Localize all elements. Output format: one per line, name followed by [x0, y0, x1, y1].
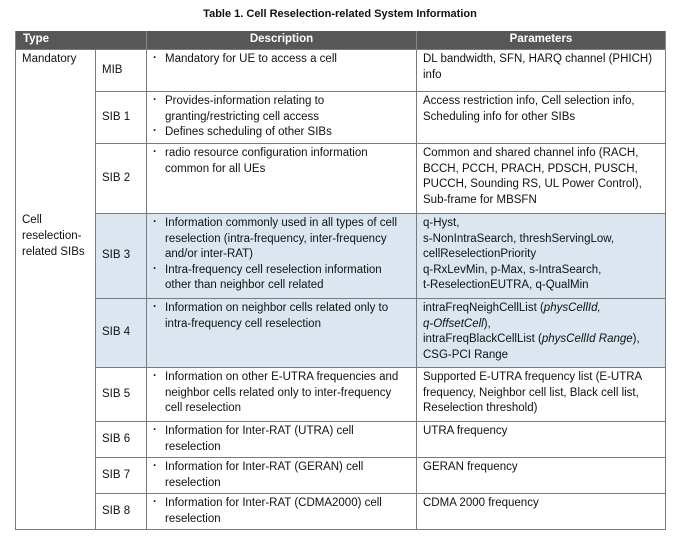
param-text: ),: [632, 333, 640, 345]
table-row: [16, 214, 666, 299]
description-cell: [147, 368, 417, 422]
param-line: q-Hyst,: [423, 217, 460, 229]
sib-name: SIB 2: [96, 144, 147, 214]
sib-table: [15, 31, 666, 530]
sib-name: SIB 1: [96, 92, 147, 144]
header-type: Type: [16, 31, 147, 50]
parameters-cell: CDMA 2000 frequency: [417, 494, 666, 530]
table-row: [16, 299, 666, 368]
sib-name: SIB 4: [96, 299, 147, 368]
list-item: · Provides-information relating to granting/restricting cell access: [153, 94, 411, 125]
description-cell: [147, 422, 417, 458]
param-line: CSG-PCI Range: [423, 348, 509, 361]
param-line: [423, 332, 660, 348]
table-row: [16, 92, 666, 144]
parameters-cell: Common and shared channel info (RACH, BCCH, PCCH, PRACH, PDSCH, PUSCH, PUCCH, Sounding RS, UL Power Control), Sub-frame for MBSFN: [417, 144, 666, 214]
table-row: [16, 368, 666, 422]
table-row: [16, 144, 666, 214]
list-item: · Information commonly used in all types of cell reselection (intra-frequency, inter-frequency and/or inter-RAT): [153, 216, 411, 263]
sib-name: SIB 6: [96, 422, 147, 458]
sib-name: SIB 5: [96, 368, 147, 422]
param-italic: q-OffsetCell: [423, 317, 484, 330]
parameters-cell: [417, 299, 666, 368]
list-item: · Information for Inter-RAT (CDMA2000) cell reselection: [153, 496, 411, 527]
table-row: [16, 422, 666, 458]
description-cell: [147, 214, 417, 299]
list-item: · Information for Inter-RAT (UTRA) cell reselection: [153, 424, 411, 455]
sib-name: SIB 3: [96, 214, 147, 299]
header-parameters: Parameters: [417, 31, 666, 50]
list-item: · Intra-frequency cell reselection information other than neighbor cell related: [153, 263, 411, 294]
type-mandatory: Mandatory: [16, 50, 96, 92]
type-spacer: [16, 92, 96, 144]
description-cell: [147, 299, 417, 368]
list-item: · radio resource configuration information common for all UEs: [153, 146, 411, 177]
description-cell: [147, 458, 417, 494]
param-italic: physCellId Range: [541, 333, 633, 345]
param-line: s-NonIntraSearch, threshServingLow,: [423, 232, 615, 245]
description-cell: [147, 494, 417, 530]
list-item: · Information on neighbor cells related only to intra-frequency cell reselection: [153, 301, 411, 332]
type-spacer: [16, 299, 96, 368]
description-cell: [147, 144, 417, 214]
param-line: t-ReselectionEUTRA, q-QualMin: [423, 279, 589, 291]
description-cell: [147, 92, 417, 144]
table-row: [16, 458, 666, 494]
type-spacer: [16, 368, 96, 422]
param-line: q-RxLevMin, p-Max, s-IntraSearch,: [423, 263, 602, 276]
header-description: Description: [147, 31, 417, 50]
param-line: [423, 317, 660, 333]
type-cell-reselection: [16, 214, 96, 299]
type-spacer: [16, 422, 96, 458]
list-item: · Information for Inter-RAT (GERAN) cell reselection: [153, 460, 411, 491]
list-item: · Mandatory for UE to access a cell: [153, 52, 411, 68]
param-text: intraFreqNeighCellList (: [423, 302, 544, 314]
type-spacer: [16, 494, 96, 530]
table-row: [16, 494, 666, 530]
param-line: cellReselectionPriority: [423, 248, 537, 260]
description-cell: [147, 50, 417, 92]
type-spacer: [16, 144, 96, 214]
parameters-cell: DL bandwidth, SFN, HARQ channel (PHICH) info: [417, 50, 666, 92]
table-title: Table 1. Cell Reselection-related System Information: [203, 8, 477, 20]
parameters-cell: Supported E-UTRA frequency list (E-UTRA frequency, Neighbor cell list, Black cell list, Reselection threshold): [417, 368, 666, 422]
parameters-cell: UTRA frequency: [417, 422, 666, 458]
sib-name: SIB 7: [96, 458, 147, 494]
list-item: · Defines scheduling of other SIBs: [153, 125, 411, 141]
parameters-cell: Access restriction info, Cell selection info, Scheduling info for other SIBs: [417, 92, 666, 144]
header-row: [16, 31, 666, 50]
param-italic: physCellId,: [543, 302, 601, 314]
type-spacer: [16, 458, 96, 494]
param-text: ),: [483, 317, 491, 330]
param-text: intraFreqBlackCellList (: [423, 333, 542, 345]
list-item: · Information on other E-UTRA frequencies and neighbor cells related only to inter-frequency cell reselection: [153, 370, 411, 417]
type-cell-reselection-label: Cell reselection-related SIBs: [22, 213, 85, 258]
sib-name: SIB 8: [96, 494, 147, 530]
parameters-cell: GERAN frequency: [417, 458, 666, 494]
param-line: [423, 301, 660, 317]
sib-name: MIB: [96, 50, 147, 92]
parameters-cell: [417, 214, 666, 299]
table-row: [16, 50, 666, 92]
